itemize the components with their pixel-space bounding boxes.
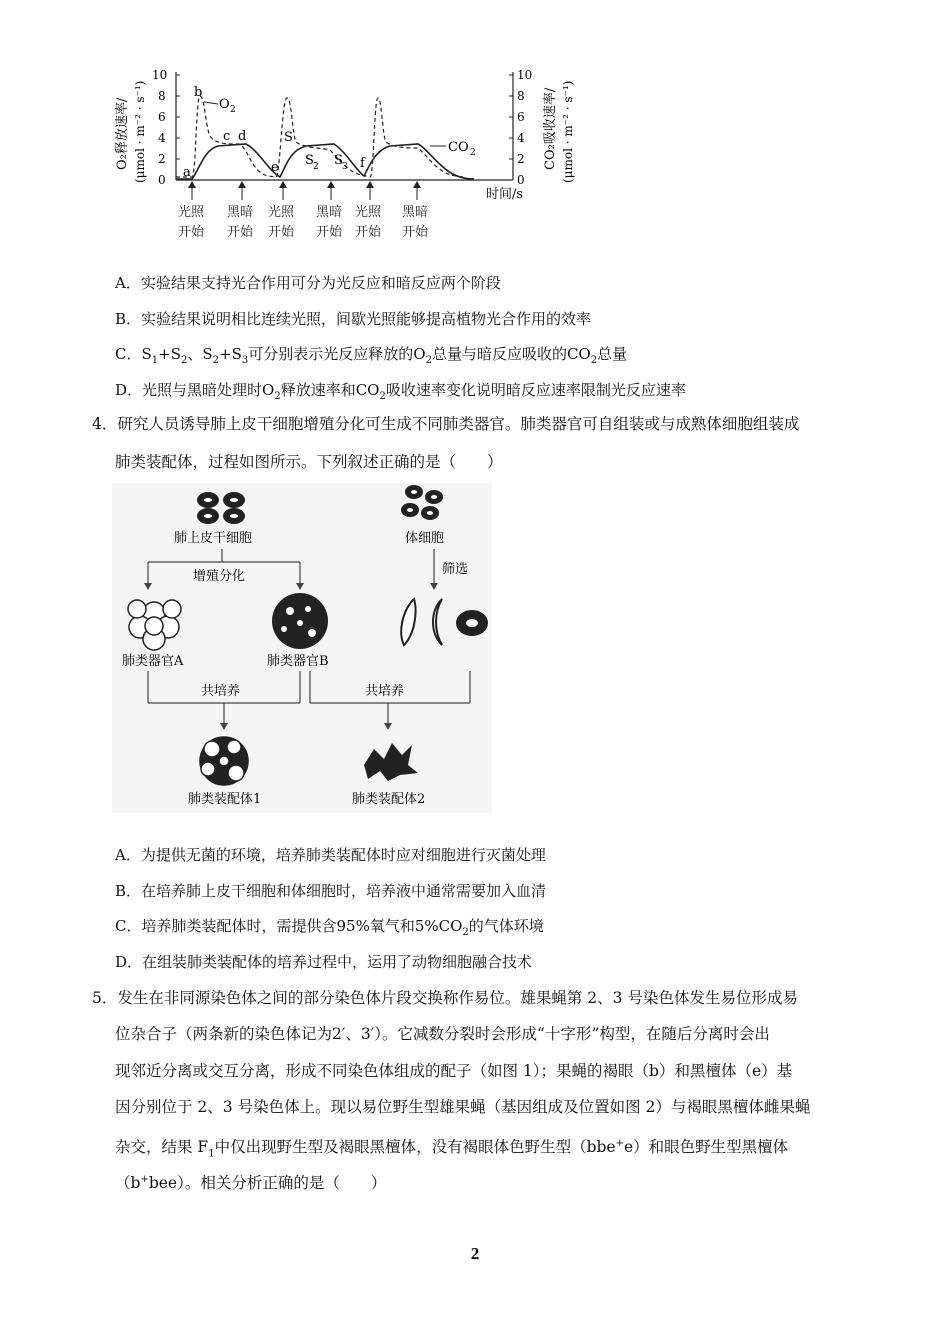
svg-text:2: 2	[158, 152, 166, 166]
svg-text:8: 8	[158, 89, 166, 103]
x-axis-label: 时间/s	[486, 187, 524, 202]
label-s1: S	[284, 130, 293, 145]
page-number: 2	[470, 1244, 480, 1263]
label-co2: CO	[448, 140, 469, 155]
y-right-label: CO₂吸收速率/	[543, 87, 558, 170]
lung-organoid-diagram	[112, 483, 492, 813]
arrow-label: 开始	[402, 225, 429, 240]
light-dark-arrows	[188, 181, 421, 200]
label-f: f	[360, 156, 365, 171]
svg-text:2: 2	[517, 152, 525, 166]
q5-stem-line2: 位杂合子（两条新的染色体记为2′、3′）。它减数分裂时会形成“十字形”构型，在随后分离时会出	[115, 1025, 770, 1043]
label-s3: S	[334, 153, 343, 168]
svg-text:0: 0	[158, 173, 166, 187]
arrow-label: 开始	[178, 225, 205, 240]
label-e: e	[271, 160, 279, 175]
q3-option-b: B．实验结果说明相比连续光照，间歇光照能够提高植物光合作用的效率	[115, 310, 592, 328]
organoid-b-label: 肺类器官B	[267, 654, 329, 669]
q3-option-a: A．实验结果支持光合作用可分为光反应和暗反应两个阶段	[115, 274, 501, 292]
assembloid-1	[200, 737, 248, 785]
label-s2: S	[305, 153, 314, 168]
svg-text:6: 6	[158, 110, 166, 124]
y-left-unit: (μmol · m⁻² · s⁻¹)	[133, 80, 147, 183]
photosynthesis-rate-chart	[108, 58, 598, 248]
label-d: d	[238, 129, 247, 144]
assembloid-2-label: 肺类装配体2	[352, 792, 426, 807]
coculture-label-2: 共培养	[365, 684, 405, 699]
svg-text:2: 2	[470, 148, 476, 158]
label-o2: O	[219, 97, 230, 112]
arrow-label: 黑暗	[316, 205, 343, 220]
assembloid-1-label: 肺类装配体1	[188, 792, 262, 807]
y-right-unit: (μmol · m⁻² · s⁻¹)	[561, 80, 575, 183]
q5-stem-line6: （b+bee）。相关分析正确的是（ ）	[115, 1174, 387, 1193]
arrow-label: 开始	[316, 225, 343, 240]
arrow-label: 开始	[355, 225, 382, 240]
stem-cell-label: 肺上皮干细胞	[174, 531, 253, 546]
svg-text:0: 0	[517, 173, 525, 187]
label-c: c	[223, 129, 231, 144]
organoid-a-label: 肺类器官A	[122, 654, 184, 669]
q5-stem-line1: 5．发生在非同源染色体之间的部分染色体片段交换称作易位。雄果蝇第 2、3 号染色体发生易位形成易	[92, 989, 798, 1007]
arrow-label: 开始	[268, 225, 295, 240]
q4-stem-line1: 4．研究人员诱导肺上皮干细胞增殖分化可生成不同肺类器官。肺类器官可自组装或与成熟体细胞组装成	[92, 415, 800, 433]
arrow-label: 开始	[227, 225, 254, 240]
svg-text:10: 10	[152, 68, 168, 82]
svg-text:2: 2	[313, 162, 319, 172]
q5-stem-line5: 杂交，结果 $F_1$中仅出现野生型及褐眼黑檀体，没有褐眼体色野生型（bbe+e）和眼色野生型黑檀体	[115, 1138, 789, 1160]
q4-stem-line2: 肺类装配体，过程如图所示。下列叙述正确的是（ ）	[115, 453, 503, 471]
q4-option-d: D．在组装肺类装配体的培养过程中，运用了动物细胞融合技术	[115, 953, 533, 971]
label-b: b	[194, 85, 203, 100]
arrow-label: 黑暗	[402, 205, 429, 220]
arrow-label: 黑暗	[227, 205, 254, 220]
arrow-label: 光照	[178, 205, 205, 220]
q5-stem-line3: 现邻近分离或交互分离，形成不同染色体组成的配子（如图 1）；果蝇的褐眼（b）和黑檀体（e）基	[115, 1062, 793, 1080]
somatic-cell-label: 体细胞	[405, 531, 445, 546]
arrow-label: 光照	[355, 205, 382, 220]
screen-label: 筛选	[442, 562, 469, 577]
svg-text:8: 8	[517, 89, 525, 103]
arrow-label: 光照	[268, 205, 295, 220]
q5-stem-line4: 因分别位于 2、3 号染色体上。现以易位野生型雄果蝇（基因组成及位置如图 2）与褐眼黑檀体雌果蝇	[115, 1098, 811, 1116]
y-left-label: O₂释放速率/	[115, 97, 130, 170]
q3-option-d: D．光照与黑暗处理时$O_2$释放速率和$CO_2$吸收速率变化说明暗反应速率限制光反应速率	[115, 381, 686, 402]
svg-text:10: 10	[517, 68, 533, 82]
label-a: a	[183, 165, 191, 180]
q4-option-c: C．培养肺类装配体时，需提供含95%氧气和$5\%CO_2$的气体环境	[115, 917, 544, 938]
svg-text:3: 3	[342, 162, 348, 172]
proliferation-label: 增殖分化	[193, 569, 246, 584]
q4-option-a: A．为提供无菌的环境，培养肺类装配体时应对细胞进行灭菌处理	[115, 846, 546, 864]
organoid-b	[272, 593, 328, 649]
q3-option-c: C．$S_1+S_2$、$S_2+S_3$可分别表示光反应释放的$O_2$总量与暗反应吸收的$CO_2$总量	[115, 345, 628, 366]
svg-text:4: 4	[517, 131, 525, 145]
svg-text:4: 4	[158, 131, 166, 145]
svg-text:2: 2	[230, 105, 236, 115]
svg-text:6: 6	[517, 110, 525, 124]
q4-option-b: B．在培养肺上皮干细胞和体细胞时，培养液中通常需要加入血清	[115, 882, 547, 900]
coculture-label-1: 共培养	[201, 684, 241, 699]
